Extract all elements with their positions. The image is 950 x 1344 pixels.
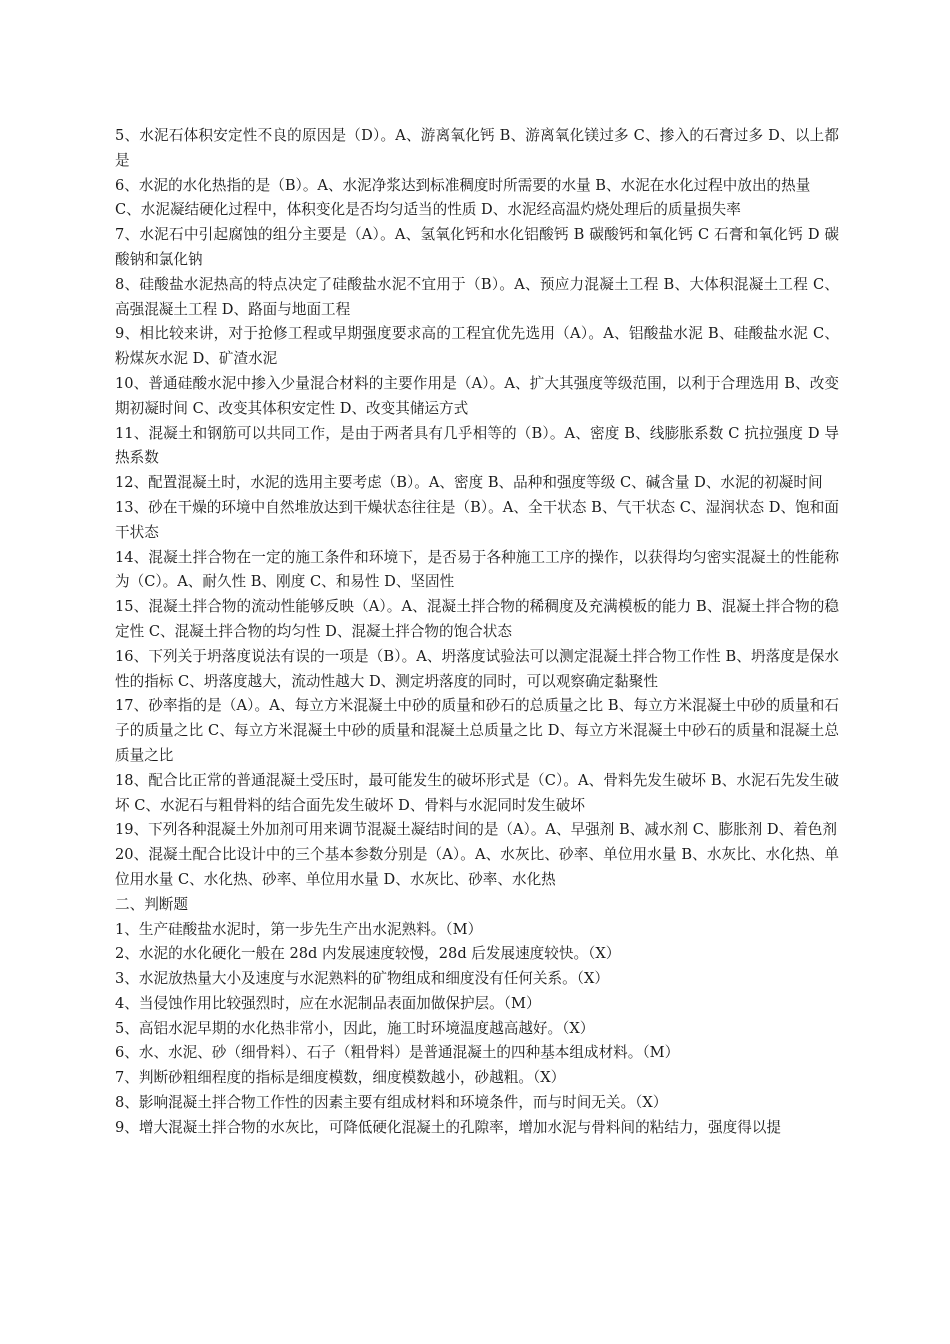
paragraph-mc-14: 14、混凝土拌合物在一定的施工条件和环境下，是否易于各种施工工序的操作，以获得均匀密实混凝土的性能称为（C）。A、耐久性 B、刚度 C、和易性 D、坚固性 bbox=[115, 548, 839, 591]
paragraph-mc-16: 16、下列关于坍落度说法有误的一项是（B）。A、坍落度试验法可以测定混凝土拌合物工作性 B、坍落度是保水性的指标 C、坍落度越大，流动性越大 D、测定坍落度的同时，可以观察确定黏聚性 bbox=[115, 647, 839, 690]
paragraph-mc-10: 10、普通硅酸水泥中掺入少量混合材料的主要作用是（A）。A、扩大其强度等级范围，以利于合理选用 B、改变期初凝时间 C、改变其体积安定性 D、改变其储运方式 bbox=[115, 374, 839, 417]
paragraph-tf-5: 5、高铝水泥早期的水化热非常小，因此，施工时环境温度越高越好。（X） bbox=[115, 1019, 595, 1037]
paragraph-tf-1: 1、生产硅酸盐水泥时，第一步先生产出水泥熟料。（M） bbox=[115, 920, 483, 938]
section-heading-true-false: 二、判断题 bbox=[115, 895, 188, 913]
paragraph-mc-6-continued: C、水泥凝结硬化过程中，体积变化是否均匀适当的性质 D、水泥经高温灼烧处理后的质量损失率 bbox=[115, 201, 741, 219]
paragraph-tf-2: 2、水泥的水化硬化一般在 28d 内发展速度较慢，28d 后发展速度较快。（X） bbox=[115, 945, 621, 963]
paragraph-mc-20: 20、混凝土配合比设计中的三个基本参数分别是（A）。A、水灰比、砂率、单位用水量 B、水灰比、水化热、单位用水量 C、水化热、砂率、单位用水量 D、水灰比、砂率、水化热 bbox=[115, 846, 839, 888]
paragraph-tf-3: 3、水泥放热量大小及速度与水泥熟料的矿物组成和细度没有任何关系。（X） bbox=[115, 970, 609, 988]
paragraph-tf-4: 4、当侵蚀作用比较强烈时，应在水泥制品表面加做保护层。（M） bbox=[115, 994, 541, 1012]
paragraph-mc-13: 13、砂在干燥的环境中自然堆放达到干燥状态往往是（B）。A、全干状态 B、气干状态 C、湿润状态 D、饱和面干状态 bbox=[115, 498, 839, 541]
paragraph-tf-6: 6、水、水泥、砂（细骨料）、石子（粗骨料）是普通混凝土的四种基本组成材料。（M） bbox=[115, 1044, 680, 1062]
paragraph-mc-12: 12、配置混凝土时，水泥的选用主要考虑（B）。A、密度 B、品种和强度等级 C、碱含量 D、水泥的初凝时间 bbox=[115, 474, 823, 492]
paragraph-mc-11: 11、混凝土和钢筋可以共同工作，是由于两者具有几乎相等的（B）。A、密度 B、线膨胀系数 C 抗拉强度 D 导热系数 bbox=[115, 424, 839, 467]
paragraph-mc-8: 8、硅酸盐水泥热高的特点决定了硅酸盐水泥不宜用于（B）。A、预应力混凝土工程 B、大体积混凝土工程 C、高强混凝土工程 D、路面与地面工程 bbox=[115, 275, 839, 318]
paragraph-mc-5: 5、水泥石体积安定性不良的原因是（D）。A、游离氧化钙 B、游离氧化镁过多 C、掺入的石膏过多 D、以上都是 bbox=[115, 127, 839, 169]
document-body bbox=[115, 124, 839, 1141]
paragraph-tf-7: 7、判断砂粗细程度的指标是细度模数，细度模数越小，砂越粗。（X） bbox=[115, 1069, 566, 1087]
paragraph-mc-18: 18、配合比正常的普通混凝土受压时，最可能发生的破坏形式是（C）。A、骨料先发生破坏 B、水泥石先发生破坏 C、水泥石与粗骨料的结合面先发生破坏 D、骨料与水泥同时发生破坏 bbox=[115, 771, 839, 814]
paragraph-mc-19: 19、下列各种混凝土外加剂可用来调节混凝土凝结时间的是（A）。A、早强剂 B、减水剂 C、膨胀剂 D、着色剂 bbox=[115, 821, 837, 839]
paragraph-mc-9: 9、相比较来讲，对于抢修工程或早期强度要求高的工程宜优先选用（A）。A、铝酸盐水泥 B、硅酸盐水泥 C、粉煤灰水泥 D、矿渣水泥 bbox=[115, 325, 839, 368]
paragraph-mc-7: 7、水泥石中引起腐蚀的组分主要是（A）。A、氢氧化钙和水化铝酸钙 B 碳酸钙和氧化钙 C 石膏和氧化钙 D 碳酸钠和氯化钠 bbox=[115, 226, 839, 268]
paragraph-mc-17: 17、砂率指的是（A）。A、每立方米混凝土中砂的质量和砂石的总质量之比 B、每立方米混凝土中砂的质量和石子的质量之比 C、每立方米混凝土中砂的质量和混凝土总质量之比 D、每立方米混凝土中砂石的质量和混凝土总质量之比 bbox=[115, 697, 839, 764]
paragraph-tf-8: 8、影响混凝土拌合物工作性的因素主要有组成材料和环境条件，而与时间无关。（X） bbox=[115, 1094, 668, 1112]
paragraph-mc-6: 6、水泥的水化热指的是（B）。A、水泥净浆达到标准稠度时所需要的水量 B、水泥在水化过程中放出的热量 bbox=[115, 176, 811, 194]
paragraph-mc-15: 15、混凝土拌合物的流动性能够反映（A）。A、混凝土拌合物的稀稠度及充满模板的能力 B、混凝土拌合物的稳定性 C、混凝土拌合物的均匀性 D、混凝土拌合物的饱合状态 bbox=[115, 598, 839, 640]
paragraph-tf-9: 9、增大混凝土拌合物的水灰比，可降低硬化混凝土的孔隙率，增加水泥与骨料间的粘结力，强度得以提 bbox=[115, 1118, 782, 1136]
